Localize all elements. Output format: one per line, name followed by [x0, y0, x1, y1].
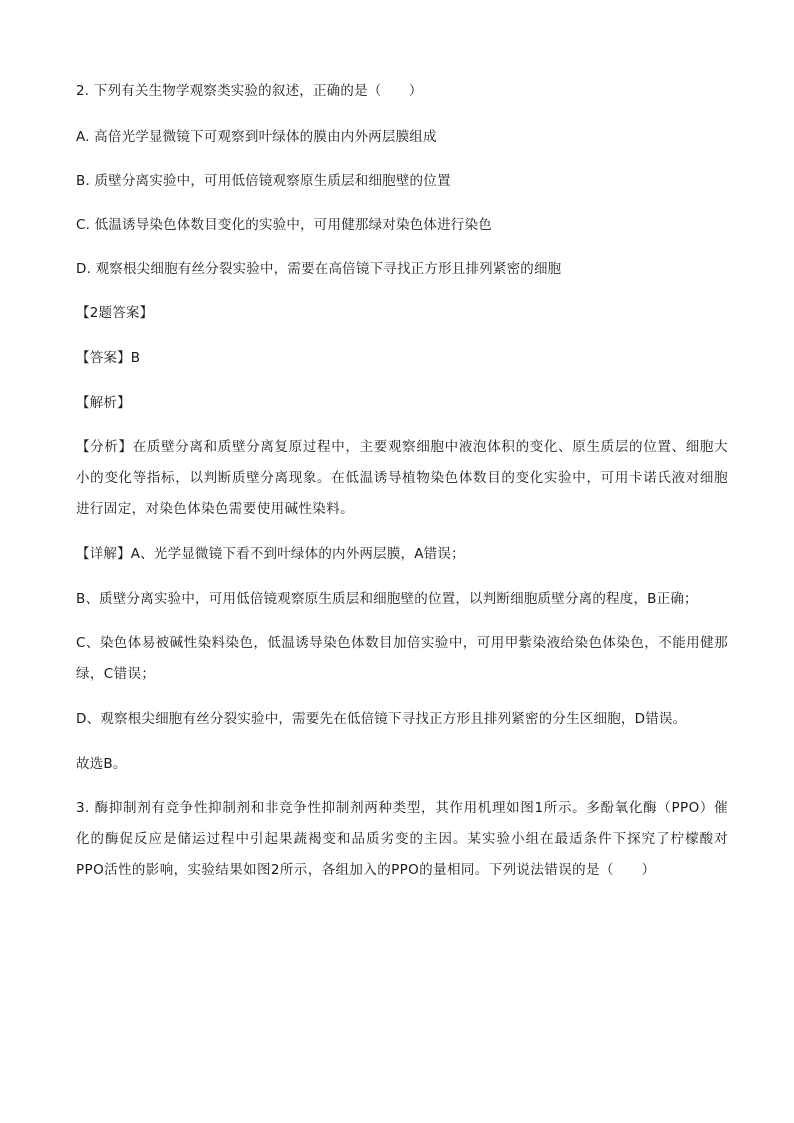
- detail-c: C、染色体易被碱性染料染色，低温诱导染色体数目加倍实验中，可用甲紫染液给染色体染色，不能用健那绿，C错误；: [76, 635, 728, 682]
- analysis-heading: 【解析】: [76, 395, 131, 411]
- option-b: B. 质壁分离实验中，可用低倍镜观察原生质层和细胞壁的位置: [76, 173, 451, 189]
- answer-line: 【答案】B: [76, 350, 141, 366]
- analysis-paragraph: 【分析】在质壁分离和质壁分离复原过程中，主要观察细胞中液泡体积的变化、原生质层的位置、细胞大小的变化等指标，以判断质壁分离现象。在低温诱导植物染色体数目的变化实验中，可用卡诺氏液对细胞进行固定，对染色体染色需要使用碱性染料。: [76, 439, 728, 517]
- option-d: D. 观察根尖细胞有丝分裂实验中，需要在高倍镜下寻找正方形且排列紧密的细胞: [76, 261, 562, 277]
- option-c: C. 低温诱导染色体数目变化的实验中，可用健那绿对染色体进行染色: [76, 217, 492, 233]
- detail-b: B、质壁分离实验中，可用低倍镜观察原生质层和细胞壁的位置，以判断细胞质壁分离的程度，B正确；: [76, 591, 698, 607]
- detail-d: D、观察根尖细胞有丝分裂实验中，需要先在低倍镜下寻找正方形且排列紧密的分生区细胞，D错误。: [76, 711, 687, 727]
- detail-a: 【详解】A、光学显微镜下看不到叶绿体的内外两层膜，A错误；: [76, 546, 465, 562]
- answer-heading: 【2题答案】: [76, 305, 154, 321]
- conclusion: 故选B。: [76, 756, 127, 772]
- question-3-stem: 3. 酶抑制剂有竞争性抑制剂和非竞争性抑制剂两种类型，其作用机理如图1所示。多酚氧化酶（PPO）催化的酶促反应是储运过程中引起果蔬褐变和品质劣变的主因。某实验小组在最适条件下探究了柠檬酸对PPO活性的影响，实验结果如图2所示，各组加入的PPO的量相同。下列说法错误的是（ ）: [76, 800, 728, 878]
- question-2-stem: 2. 下列有关生物学观察类实验的叙述，正确的是（ ）: [76, 83, 423, 99]
- option-a: A. 高倍光学显微镜下可观察到叶绿体的膜由内外两层膜组成: [76, 129, 437, 145]
